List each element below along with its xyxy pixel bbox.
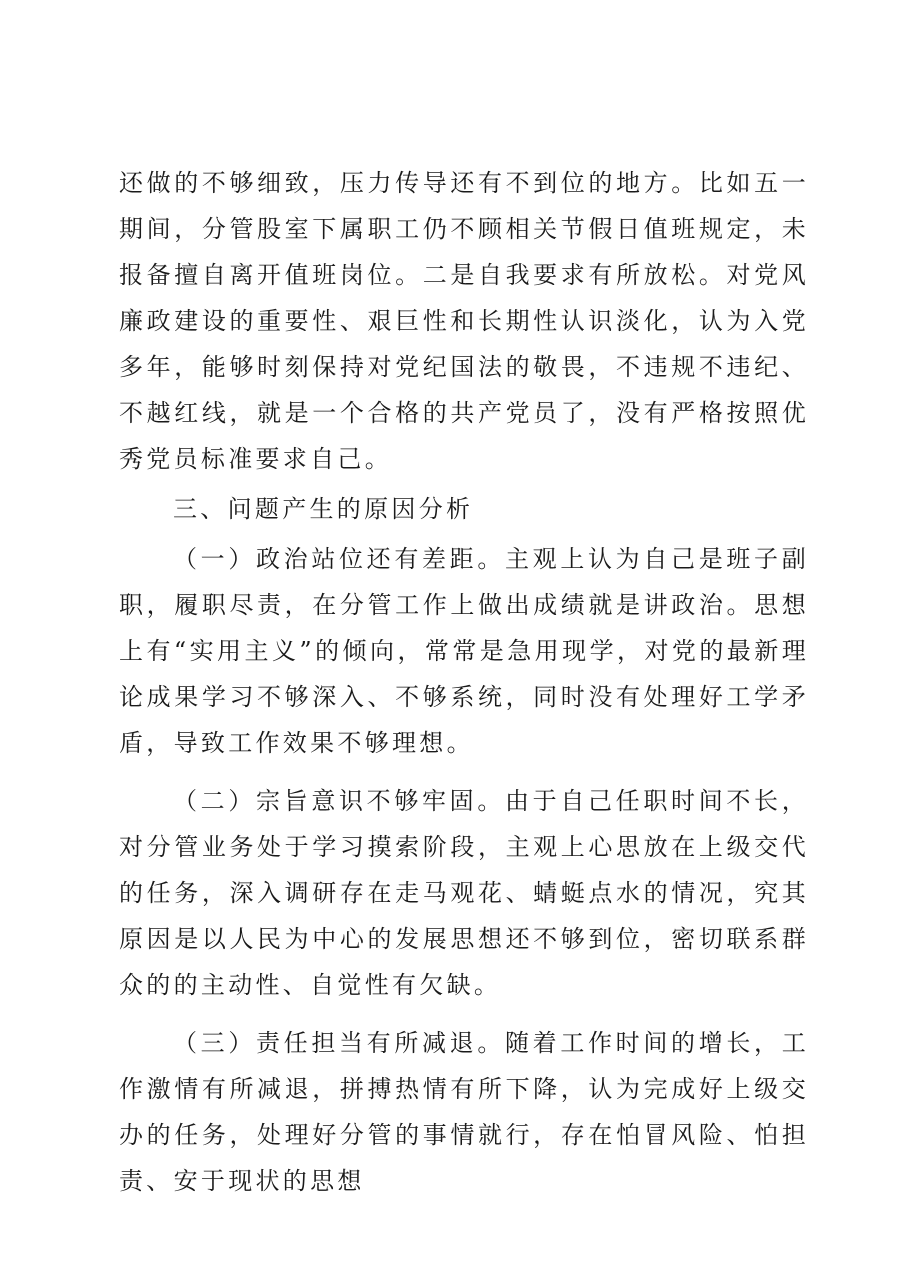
document-body [119, 160, 809, 1204]
section-heading: 三、问题产生的原因分析 [173, 495, 474, 523]
paragraph-responsibility: （三）责任担当有所减退。随着工作时间的增长，工作激情有所减退，拼搏热情有所下降，认为完成好上级交办的任务，处理好分管的事情就行，存在怕冒风险、怕担责、安于现状的思想 [119, 1029, 809, 1195]
paragraph-continuation: 还做的不够细致，压力传导还有不到位的地方。比如五一期间，分管股室下属职工仍不顾相关节假日值班规定，未报备擅自离开值班岗位。二是自我要求有所放松。对党风廉政建设的重要性、艰巨性和长期性认识淡化，认为入党多年，能够时刻保持对党纪国法的敬畏，不违规不违纪、不越红线，就是一个合格的共产党员了，没有严格按照优秀党员标准要求自己。 [119, 169, 809, 473]
paragraph-purpose-awareness: （二）宗旨意识不够牢固。由于自己任职时间不长，对分管业务处于学习摸索阶段，主观上心思放在上级交代的任务，深入调研存在走马观花、蜻蜓点水的情况，究其原因是以人民为中心的发展思想还不够到位，密切联系群众的的主动性、自觉性有欠缺。 [119, 787, 809, 999]
paragraph-political-stance: （一）政治站位还有差距。主观上认为自己是班子副职，履职尽责，在分管工作上做出成绩就是讲政治。思想上有“实用主义”的倾向，常常是急用现学，对党的最新理论成果学习不够深入、不够系统，同时没有处理好工学矛盾，导致工作效果不够理想。 [119, 545, 809, 757]
